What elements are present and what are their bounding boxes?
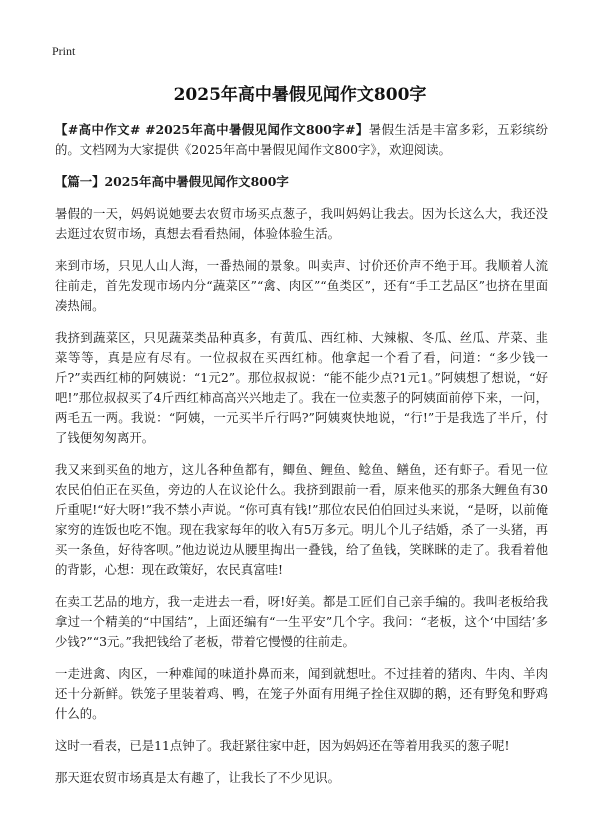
paragraph: 来到市场，只见人山人海，一番热闹的景象。叫卖声、讨价还价声不绝于耳。我顺着人流往前走，首先发现市场内分“蔬菜区”“禽、肉区”“鱼类区”，还有“手工艺品区”也挤在里面凑热闹。 — [55, 258, 548, 313]
intro-text: 暑假生活是丰富多彩，五彩缤纷的。文档网为大家提供《2025年高中暑假见闻作文800字》，欢迎阅读。 — [55, 122, 548, 157]
print-label: Print — [52, 44, 76, 58]
paragraph: 这时一看表，已是11点钟了。我赶紧往家中赶，因为妈妈还在等着用我买的葱子呢! — [55, 738, 510, 753]
paragraph: 一走进禽、肉区，一种难闻的味道扑鼻而来，闻到就想吐。不过挂着的猪肉、牛肉、羊肉还十分新鲜。铁笼子里装着鸡、鸭，在笼子外面有用绳子拴住双脚的鹅，还有野兔和野鸡什么的。 — [55, 666, 548, 721]
paragraph: 在卖工艺品的地方，我一走进去一看，呀!好美。都是工匠们自己亲手编的。我叫老板给我拿过一个精美的“中国结”，上面还编有“一生平安”几个字。我问：“老板，这个‘中国结’多少钱?”“3元。”我把钱给了老板，带着它慢慢的往前走。 — [55, 594, 548, 649]
paragraph: 暑假的一天，妈妈说她要去农贸市场买点葱子，我叫妈妈让我去。因为长这么大，我还没去逛过农贸市场，真想去看看热闹，体验体验生活。 — [55, 206, 548, 241]
page-title: 2025年高中暑假见闻作文800字 — [173, 85, 427, 105]
article-body — [55, 120, 548, 800]
intro-paragraph — [55, 120, 548, 160]
paragraph: 那天逛农贸市场真是太有趣了，让我长了不少见识。 — [55, 770, 340, 785]
section-heading: 【篇一】2025年高中暑假见闻作文800字 — [55, 174, 289, 189]
paragraph: 我又来到买鱼的地方，这儿各种鱼都有，鲫鱼、鲤鱼、鲶鱼、鳝鱼，还有虾子。看见一位农民伯伯正在买鱼，旁边的人在议论什么。我挤到跟前一看，原来他买的那条大鲤鱼有30斤重呢!“好大呀!”我不禁小声说。“你可真有钱!”那位农民伯伯回过头来说，“是呀，以前俺家穷的连饭也吃不饱。现在我家每年的收入有5万多元。明儿个儿子结婚，杀了一头猪，再买一条鱼，好待客呗。”他边说边从腰里掏出一叠钱，给了鱼钱，笑眯眯的走了。我看着他的背影，心想：现在政策好，农民真富哇! — [55, 462, 548, 577]
paragraph: 我挤到蔬菜区，只见蔬菜类品种真多，有黄瓜、西红柿、大辣椒、冬瓜、丝瓜、芹菜、韭菜等等，真是应有尽有。一位叔叔在买西红柿。他拿起一个看了看，问道：“多少钱一斤?”卖西红柿的阿姨说：“1元2”。那位叔叔说：“能不能少点?1元1。”阿姨想了想说，“好吧!”那位叔叔买了4斤西红柿高高兴兴地走了。我在一位卖葱子的阿姨面前停下来，一问，两毛五一两。我说：“阿姨，一元买半斤行吗?”阿姨爽快地说，“行!”于是我选了半斤，付了钱便匆匆离开。 — [55, 330, 548, 445]
intro-tags: 【#高中作文# #2025年高中暑假见闻作文800字#】 — [55, 122, 369, 137]
